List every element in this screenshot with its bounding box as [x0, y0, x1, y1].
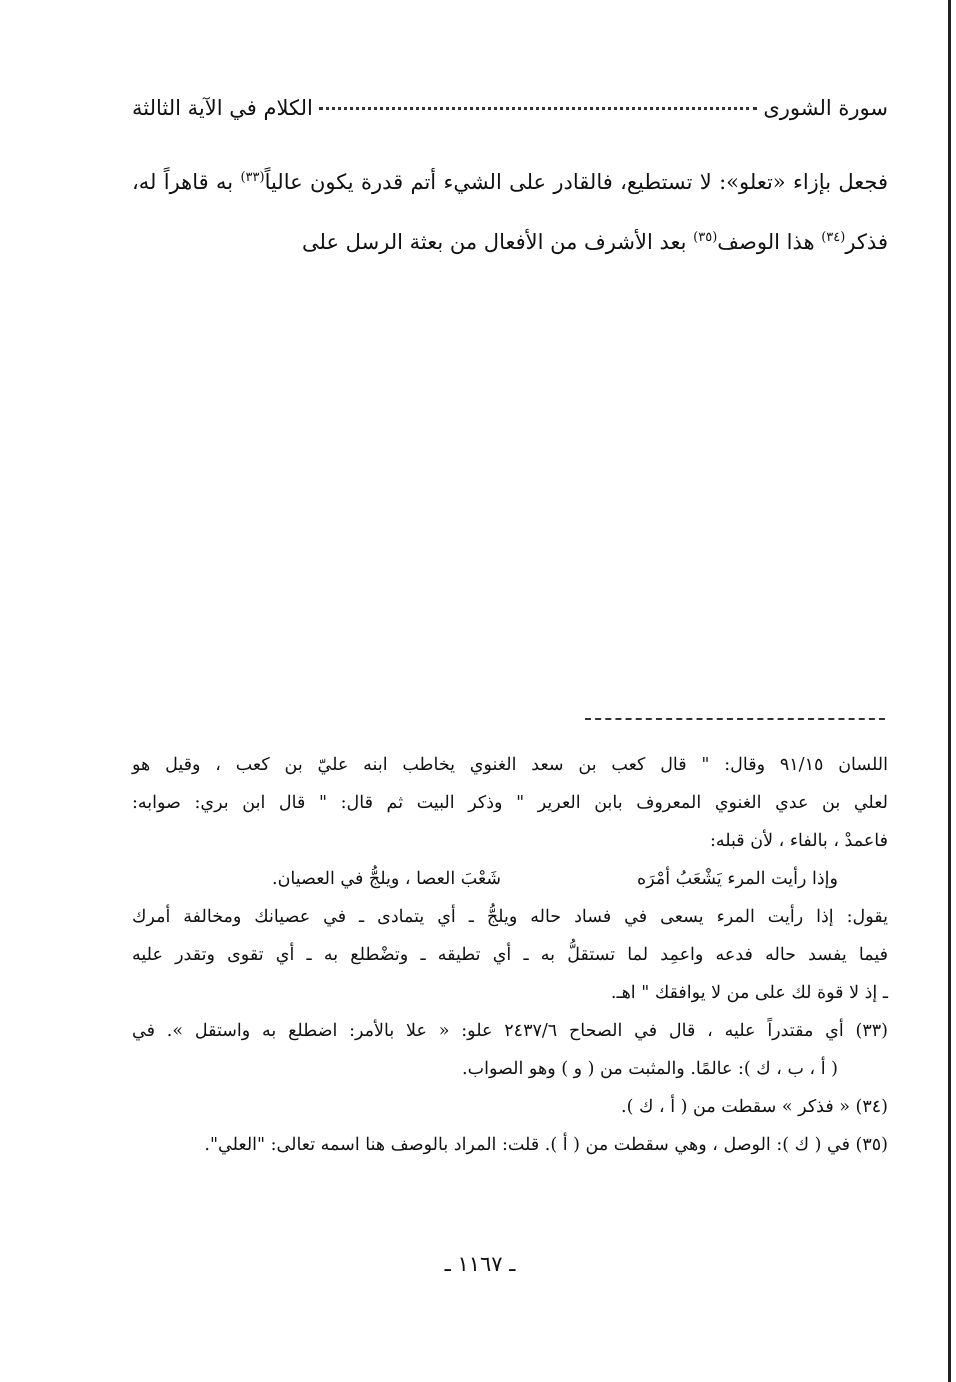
footnote-34: (٣٤) « فذكر » سقطت من ( أ ، ك ).: [621, 1097, 888, 1117]
footnote-separator: [585, 718, 885, 720]
header-dot-leader: [319, 107, 758, 110]
page-number: ـ ١١٦٧ ـ: [444, 1252, 516, 1276]
poetry-verse: [132, 860, 888, 898]
main-text-line-2a: قاهراً له، فذكر: [132, 170, 888, 254]
verse-second-hemistich: شَعْبَ العصا ، ويلجُّ في العصيان.: [272, 869, 502, 889]
main-text: [132, 150, 888, 270]
footnote-line: اللسان ٩١/١٥ وقال: " قال كعب بن سعد الغنوي يخاطب ابنه عليّ بن كعب ، وقيل هو: [132, 755, 888, 775]
header-section-title: الكلام في الآية الثالثة: [132, 96, 313, 120]
main-text-line-2c: بعد الأشرف من الأفعال من بعثة الرسل على: [302, 230, 694, 254]
footnote-ref-34[interactable]: (٣٤): [821, 230, 846, 245]
running-header: [132, 96, 888, 132]
footnote-line: فاعمدْ ، بالفاء ، لأن قبله:: [709, 831, 888, 851]
footnotes-block: [132, 746, 888, 1164]
footnote-35: (٣٥) في ( ك ): الوصل ، وهي سقطت من ( أ ). قلت: المراد بالوصف هنا اسمه تعالى: "العلي".: [204, 1135, 888, 1155]
main-text-line-1-end: به: [216, 170, 241, 194]
main-text-line-2b: هذا الوصف: [717, 230, 822, 254]
footnote-line: ـ إذ لا قوة لك على من لا يوافقك " اهـ.: [610, 983, 888, 1003]
header-surah-name: سورة الشورى: [763, 96, 888, 120]
main-text-line-1: فجعل بإزاء «تعلو»: لا تستطيع، فالقادر على الشيء أتم قدرة يكون عالياً: [264, 170, 888, 194]
footnote-line: لعلي بن عدي الغنوي المعروف بابن العرير " وذكر البيت ثم قال: " قال ابن بري: صوابه:: [132, 793, 888, 813]
footnote-ref-33[interactable]: (٣٣): [240, 170, 265, 185]
footnote-line: فيما يفسد حاله فدعه واعمِد لما تستقلُّ به ـ أي تطيقه ـ وتضْطلع به ـ أي تقوى وتقدر عليه: [132, 945, 888, 965]
footnote-33-continued: ( أ ، ب ، ك ): عالمًا. والمثبت من ( و ) وهو الصواب.: [462, 1059, 838, 1079]
footnote-ref-35[interactable]: (٣٥): [693, 230, 718, 245]
verse-first-hemistich: وإذا رأيت المرء يَشْعَبُ أمْرَه: [637, 869, 838, 889]
footnote-33: (٣٣) أي مقتدراً عليه ، قال في الصحاح ٢٤٣٧/٦ علو: « علا بالأمر: اضطلع به واستقل ». في: [132, 1021, 888, 1041]
page-edge-line: [948, 0, 951, 1382]
footnote-line: يقول: إذا رأيت المرء يسعى في فساد حاله ويلجُّ ـ أي يتمادى ـ في عصيانك ومخالفة أمرك: [132, 907, 888, 927]
